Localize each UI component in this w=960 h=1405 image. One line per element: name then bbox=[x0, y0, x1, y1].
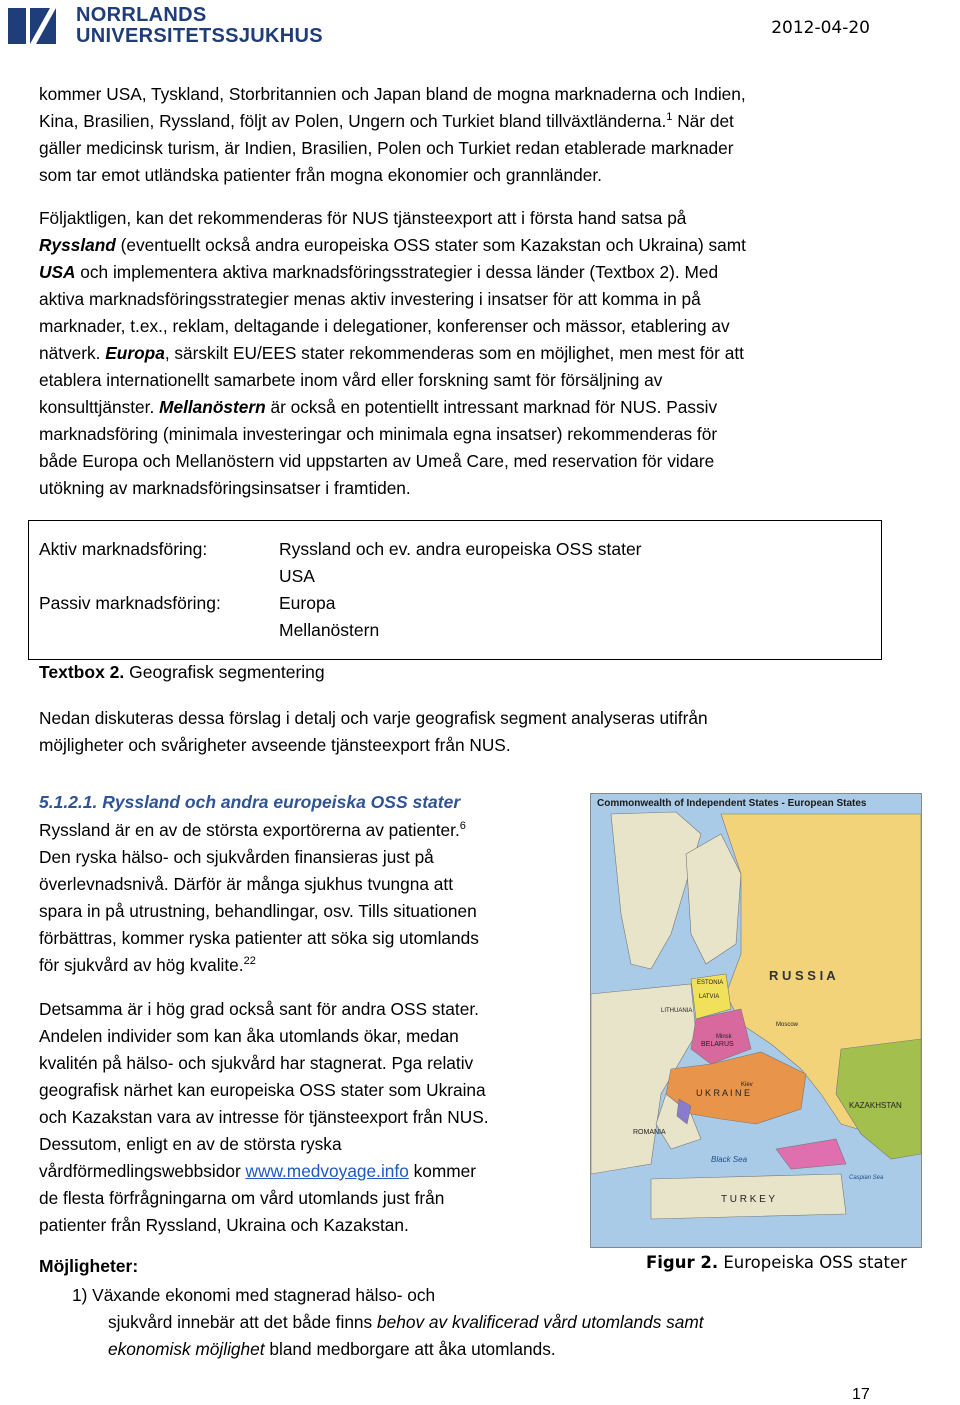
text-line: marknadsföring (minimala investeringar och minimala egna insatser) rekommenderas för bbox=[39, 424, 718, 444]
map-label-russia: R U S S I A bbox=[769, 968, 836, 983]
emphasis: behov av kvalificerad vård utomlands samt bbox=[377, 1312, 704, 1332]
paragraph-oss bbox=[39, 996, 579, 1239]
text-span: kommer bbox=[408, 1161, 477, 1181]
figure-text: Europeiska OSS stater bbox=[718, 1253, 907, 1272]
figure-caption bbox=[646, 1253, 907, 1272]
list-item-continuation bbox=[72, 1336, 704, 1363]
text-line: Den ryska hälso- och sjukvården finansieras just på bbox=[39, 847, 434, 867]
medvoyage-link[interactable]: www.medvoyage.info bbox=[245, 1161, 409, 1181]
map-label-estonia: ESTONIA bbox=[697, 980, 724, 986]
emphasis: Ryssland bbox=[39, 235, 116, 255]
text-line: spara in på utrustning, behandlingar, osv. Tills situationen bbox=[39, 901, 477, 921]
text-line: överlevnadsnivå. Därför är många sjukhus tvungna att bbox=[39, 874, 454, 894]
caption-text: Geografisk segmentering bbox=[124, 662, 325, 682]
emphasis: ekonomisk möjlighet bbox=[108, 1339, 265, 1359]
passive-marketing-value: Mellanöstern bbox=[279, 620, 380, 640]
logo-text-line2: UNIVERSITETSSJUKHUS bbox=[76, 25, 323, 47]
text-line: gäller medicinsk turism, är Indien, Brasilien, Polen och Turkiet redan etablerade marknader bbox=[39, 138, 734, 158]
logo-mark-icon bbox=[6, 4, 68, 48]
text-span: bland medborgare att åka utomlands. bbox=[264, 1339, 556, 1359]
map-label-kiev: Kiev bbox=[741, 1082, 753, 1088]
text-line: förbättras, kommer ryska patienter att söka sig utomlands bbox=[39, 928, 479, 948]
text-span: sjukvård innebär att det både finns bbox=[108, 1312, 377, 1332]
map-label-belarus: BELARUS bbox=[701, 1041, 734, 1048]
map-label-lithuania: LITHUANIA bbox=[661, 1008, 693, 1014]
text-span: och implementera aktiva marknadsföringsstrategier i dessa länder (Textbox 2). Med bbox=[75, 262, 719, 282]
text-line bbox=[39, 340, 891, 367]
active-marketing-value: USA bbox=[279, 566, 315, 586]
passive-marketing-label: Passiv marknadsföring: bbox=[39, 593, 221, 613]
map-label-latvia: LATVIA bbox=[699, 994, 720, 1000]
emphasis: Europa bbox=[105, 343, 165, 363]
footnote-ref: 6 bbox=[459, 820, 466, 832]
text-span: för sjukvård av hög kvalite. bbox=[39, 955, 244, 975]
text-span: (eventuellt också andra europeiska OSS stater som Kazakstan och Ukraina) samt bbox=[115, 235, 746, 255]
section-heading: 5.1.2.1. Ryssland och andra europeiska OSS stater bbox=[39, 792, 461, 812]
text-line: Andelen individer som kan åka utomlands ökar, medan bbox=[39, 1026, 459, 1046]
hospital-logo bbox=[6, 4, 323, 48]
figure-label: Figur 2. bbox=[646, 1253, 719, 1272]
text-line bbox=[39, 952, 579, 979]
list-item-continuation bbox=[72, 1309, 704, 1336]
logo-text-line1: NORRLANDS bbox=[76, 4, 207, 26]
text-span: vårdförmedlingswebbsidor bbox=[39, 1161, 246, 1181]
text-span: Ryssland är en av de största exportörerna av patienter. bbox=[39, 820, 460, 840]
text-line bbox=[39, 259, 891, 286]
textbox-caption bbox=[39, 662, 325, 683]
text-line: etablera internationellt samarbete inom vård eller forskning samt för försäljning av bbox=[39, 370, 663, 390]
map-label-black-sea: Black Sea bbox=[711, 1155, 748, 1164]
text-line: både Europa och Mellanöstern vid uppstarten av Umeå Care, med reservation för vidare bbox=[39, 451, 715, 471]
text-line: utökning av marknadsföringsinsatser i framtiden. bbox=[39, 478, 411, 498]
text-line: Detsamma är i hög grad också sant för andra OSS stater. bbox=[39, 999, 479, 1019]
caption-label: Textbox 2. bbox=[39, 662, 125, 682]
emphasis: Mellanöstern bbox=[159, 397, 266, 417]
active-marketing-label: Aktiv marknadsföring: bbox=[39, 539, 208, 559]
text-line bbox=[39, 1158, 579, 1185]
map-label-moscow: Moscow bbox=[776, 1022, 799, 1028]
passive-marketing-value: Europa bbox=[279, 593, 336, 613]
text-span: , särskilt EU/EES stater rekommenderas som en möjlighet, men mest för att bbox=[164, 343, 744, 363]
text-line bbox=[39, 232, 891, 259]
map-label-romania: ROMANIA bbox=[633, 1129, 666, 1136]
paragraph-russia bbox=[39, 817, 579, 979]
footnote-ref: 22 bbox=[243, 955, 256, 967]
text-line: marknader, t.ex., reklam, deltagande i delegationer, konferenser och mässor, etablering av bbox=[39, 316, 730, 336]
paragraph-intro bbox=[39, 705, 891, 759]
text-line bbox=[39, 394, 891, 421]
textbox-segmentation bbox=[28, 520, 882, 660]
text-line: de flesta förfrågningarna om vård utomlands just från bbox=[39, 1188, 445, 1208]
map-title: Commonwealth of Independent States - European States bbox=[597, 798, 867, 809]
opportunities-heading: Möjligheter: bbox=[39, 1256, 139, 1276]
text-line: kvalitén på hälso- och sjukvård har stagnerat. Pga relativ bbox=[39, 1053, 474, 1073]
footnote-ref: 1 bbox=[666, 111, 673, 123]
text-line: Nedan diskuteras dessa förslag i detalj och varje geografisk segment analyseras utifrån bbox=[39, 708, 708, 728]
text-line bbox=[39, 108, 891, 135]
text-line bbox=[39, 817, 579, 844]
map-label-kazakhstan: KAZAKHSTAN bbox=[849, 1101, 902, 1110]
text-span: konsulttjänster. bbox=[39, 397, 160, 417]
header-date: 2012-04-20 bbox=[771, 18, 870, 38]
text-line: geografisk närhet kan europeiska OSS stater som Ukraina bbox=[39, 1080, 486, 1100]
text-line: kommer USA, Tyskland, Storbritannien och Japan bland de mogna marknaderna och Indien, bbox=[39, 84, 746, 104]
paragraph-markets bbox=[39, 81, 891, 189]
text-span: är också en potentiellt intressant marknad för NUS. Passiv bbox=[265, 397, 718, 417]
active-marketing-value: Ryssland och ev. andra europeiska OSS stater bbox=[279, 539, 642, 559]
cis-map-figure bbox=[590, 793, 922, 1248]
text-line: möjligheter och svårigheter avseende tjänsteexport från NUS. bbox=[39, 735, 511, 755]
text-line: aktiva marknadsföringsstrategier menas aktiv investering i insatser för att komma in på bbox=[39, 289, 701, 309]
map-label-ukraine: U K R A I N E bbox=[696, 1088, 751, 1098]
text-line: Dessutom, enligt en av de största ryska bbox=[39, 1134, 342, 1154]
text-line: Följaktligen, kan det rekommenderas för NUS tjänsteexport att i första hand satsa på bbox=[39, 208, 687, 228]
map-label-turkey: T U R K E Y bbox=[721, 1194, 776, 1205]
map-label-caspian: Caspian Sea bbox=[849, 1175, 884, 1181]
text-span: När det bbox=[672, 111, 734, 131]
paragraph-recommendations bbox=[39, 205, 891, 502]
opportunities-list bbox=[72, 1282, 704, 1363]
emphasis: USA bbox=[39, 262, 76, 282]
page-number: 17 bbox=[852, 1386, 870, 1403]
text-line: som tar emot utländska patienter från mogna ekonomier och grannländer. bbox=[39, 165, 602, 185]
text-span: Kina, Brasilien, Ryssland, följt av Polen, Ungern och Turkiet bland tillväxtländerna. bbox=[39, 111, 667, 131]
text-line: patienter från Ryssland, Ukraina och Kazakstan. bbox=[39, 1215, 409, 1235]
text-span: nätverk. bbox=[39, 343, 106, 363]
list-item: 1) Växande ekonomi med stagnerad hälso- och bbox=[72, 1285, 436, 1305]
map-label-minsk: Minsk bbox=[716, 1034, 732, 1040]
text-line: och Kazakstan vara av intresse för tjänsteexport från NUS. bbox=[39, 1107, 489, 1127]
